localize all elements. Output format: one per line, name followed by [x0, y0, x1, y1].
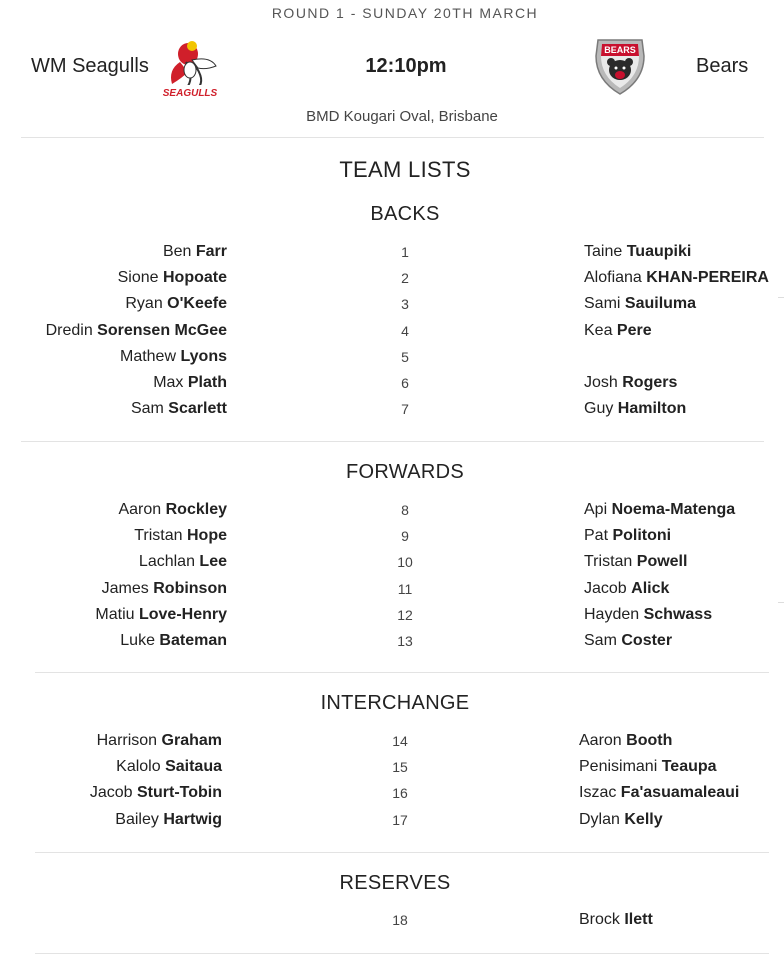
- home-player-name[interactable]: [134, 526, 227, 546]
- seagulls-logo: [158, 32, 222, 100]
- away-player-first-name: Sami: [584, 295, 621, 313]
- away-player-name[interactable]: [579, 910, 653, 930]
- player-row: [0, 399, 784, 425]
- divider: [35, 672, 769, 673]
- home-player-last-name: Sorensen McGee: [97, 321, 227, 339]
- away-player-first-name: Api: [584, 501, 608, 518]
- home-player-name[interactable]: [118, 268, 227, 288]
- away-player-name[interactable]: [584, 526, 671, 546]
- away-player-last-name: Powell: [636, 553, 688, 571]
- away-player-last-name: Schwass: [643, 605, 713, 623]
- home-player-name[interactable]: [115, 810, 222, 830]
- divider: [35, 852, 769, 853]
- jersey-number: 12: [397, 606, 413, 623]
- away-player-last-name: Ilett: [624, 911, 653, 928]
- away-player-name[interactable]: [584, 579, 669, 599]
- player-row: [0, 294, 784, 320]
- home-player-first-name: Luke: [120, 632, 155, 649]
- home-player-last-name: Love-Henry: [138, 605, 227, 623]
- player-row: [0, 731, 784, 757]
- away-player-first-name: Iszac: [579, 784, 617, 802]
- home-player-name[interactable]: [153, 373, 227, 393]
- player-row: [0, 552, 784, 578]
- away-player-last-name: Hamilton: [617, 400, 687, 418]
- away-player-last-name: Pere: [616, 321, 652, 339]
- away-player-first-name: Brock: [579, 911, 620, 928]
- home-player-first-name: Lachlan: [138, 553, 195, 571]
- home-player-last-name: Lee: [199, 553, 227, 571]
- divider: [21, 137, 764, 138]
- backs-title: BACKS: [370, 203, 440, 225]
- away-player-name[interactable]: [584, 631, 672, 651]
- home-player-last-name: Plath: [187, 374, 227, 391]
- player-row: [0, 631, 784, 657]
- away-player-last-name: Booth: [626, 732, 673, 749]
- player-row: [0, 347, 784, 373]
- home-player-last-name: Lyons: [180, 347, 227, 365]
- away-player-last-name: Noema-Matenga: [611, 501, 736, 518]
- home-player-last-name: Bateman: [159, 632, 227, 649]
- home-player-last-name: Hopoate: [163, 269, 227, 287]
- home-player-last-name: Scarlett: [168, 400, 227, 418]
- home-player-name[interactable]: [139, 552, 227, 572]
- scroll-edge-mark: [778, 602, 784, 603]
- home-player-name[interactable]: [120, 631, 227, 651]
- jersey-number: 10: [397, 554, 413, 571]
- away-player-name[interactable]: [584, 605, 712, 625]
- away-player-name[interactable]: [584, 552, 687, 572]
- away-player-last-name: Alick: [631, 579, 670, 597]
- home-player-name[interactable]: [131, 399, 227, 419]
- home-player-first-name: Jacob: [89, 784, 133, 802]
- home-player-first-name: Sione: [117, 269, 159, 287]
- player-row: [0, 526, 784, 552]
- home-player-first-name: James: [101, 579, 149, 597]
- away-player-first-name: Alofiana: [584, 269, 642, 287]
- home-player-last-name: Farr: [195, 243, 227, 260]
- venue: BMD Kougari Oval, Brisbane: [306, 108, 498, 125]
- home-player-name[interactable]: [118, 500, 227, 520]
- away-player-first-name: Pat: [584, 527, 609, 545]
- away-player-name[interactable]: [584, 399, 686, 419]
- away-player-first-name: Josh: [584, 374, 618, 391]
- jersey-number: 11: [397, 580, 413, 597]
- player-row: [0, 242, 784, 268]
- reserves-title: RESERVES: [339, 872, 451, 894]
- away-player-first-name: Hayden: [584, 605, 640, 623]
- player-row: [0, 910, 784, 936]
- interchange-title: INTERCHANGE: [320, 692, 470, 714]
- jersey-number: 15: [392, 759, 408, 776]
- seagulls-logo-text: SEAGULLS: [162, 88, 218, 99]
- jersey-number: 5: [401, 348, 409, 365]
- home-player-name[interactable]: [90, 783, 222, 803]
- away-player-last-name: Teaupa: [661, 758, 717, 776]
- jersey-number: 17: [392, 811, 408, 828]
- away-player-name[interactable]: [584, 242, 691, 262]
- home-player-name[interactable]: [95, 605, 227, 625]
- home-player-last-name: O'Keefe: [167, 295, 227, 313]
- home-player-name[interactable]: [102, 579, 227, 599]
- away-player-name[interactable]: [579, 731, 672, 751]
- away-player-name[interactable]: [579, 757, 717, 777]
- away-player-first-name: Guy: [584, 400, 614, 418]
- home-player-last-name: Hope: [187, 527, 227, 545]
- team-lists-title: TEAM LISTS: [339, 157, 471, 182]
- round-heading: ROUND 1 - SUNDAY 20TH MARCH: [271, 5, 539, 21]
- away-player-first-name: Taine: [584, 243, 623, 260]
- away-player-last-name: Tuaupiki: [626, 243, 692, 260]
- home-player-last-name: Saitaua: [165, 758, 222, 776]
- away-player-first-name: Kea: [584, 321, 613, 339]
- home-player-first-name: Max: [153, 374, 184, 391]
- home-player-name[interactable]: [46, 321, 227, 341]
- away-player-name[interactable]: [584, 321, 652, 341]
- player-row: [0, 605, 784, 631]
- away-player-first-name: Aaron: [579, 732, 622, 749]
- scroll-edge-mark: [778, 297, 784, 298]
- away-player-last-name: Kelly: [624, 810, 663, 828]
- home-player-last-name: Rockley: [165, 501, 227, 518]
- home-player-first-name: Harrison: [96, 732, 158, 749]
- jersey-number: 18: [392, 912, 408, 928]
- home-player-first-name: Mathew: [119, 347, 177, 365]
- jersey-number: 7: [401, 401, 409, 418]
- home-player-first-name: Matiu: [95, 605, 135, 623]
- away-player-name[interactable]: [579, 810, 663, 830]
- away-player-first-name: Sam: [584, 632, 617, 649]
- jersey-number: 6: [401, 375, 409, 391]
- divider: [35, 953, 769, 954]
- away-player-last-name: Rogers: [622, 374, 678, 391]
- forwards-title: FORWARDS: [346, 461, 464, 483]
- away-player-name[interactable]: [584, 268, 769, 288]
- away-player-last-name: Coster: [621, 632, 673, 649]
- player-row: [0, 757, 784, 783]
- home-player-last-name: Sturt-Tobin: [136, 784, 222, 802]
- player-row: [0, 579, 784, 605]
- divider: [21, 441, 764, 442]
- away-player-last-name: Sauiluma: [624, 295, 697, 313]
- jersey-number: 4: [401, 322, 409, 339]
- jersey-number: 13: [397, 633, 413, 649]
- player-row: [0, 321, 784, 347]
- jersey-number: 16: [392, 785, 408, 802]
- home-player-name[interactable]: [163, 242, 227, 262]
- away-player-last-name: Politoni: [612, 527, 672, 545]
- home-player-name[interactable]: [97, 731, 222, 751]
- home-player-first-name: Kalolo: [116, 758, 161, 776]
- kickoff-time: 12:10pm: [365, 55, 447, 77]
- home-player-last-name: Robinson: [153, 579, 227, 597]
- player-row: [0, 500, 784, 526]
- away-player-name[interactable]: [584, 373, 677, 393]
- home-player-first-name: Ryan: [125, 295, 163, 313]
- home-player-first-name: Bailey: [115, 810, 159, 828]
- jersey-number: 1: [401, 244, 409, 260]
- away-player-name[interactable]: [579, 783, 739, 803]
- bears-logo-text: BEARS: [604, 45, 636, 55]
- home-player-name[interactable]: [116, 757, 222, 777]
- home-player-first-name: Aaron: [118, 501, 162, 518]
- player-row: [0, 783, 784, 809]
- home-player-first-name: Dredin: [45, 321, 93, 339]
- jersey-number: 8: [401, 502, 409, 518]
- home-player-first-name: Sam: [130, 400, 164, 418]
- home-player-first-name: Tristan: [134, 527, 183, 545]
- away-player-name[interactable]: [584, 500, 735, 520]
- away-player-first-name: Tristan: [584, 553, 633, 571]
- jersey-number: 14: [392, 733, 408, 749]
- away-team-name[interactable]: Bears: [696, 55, 749, 77]
- home-team-name[interactable]: WM Seagulls: [31, 55, 149, 77]
- away-player-first-name: Penisimani: [579, 758, 658, 776]
- jersey-number: 3: [401, 296, 409, 313]
- home-player-last-name: Graham: [161, 732, 222, 749]
- away-player-first-name: Jacob: [584, 579, 627, 597]
- away-player-first-name: Dylan: [579, 810, 620, 828]
- home-player-last-name: Hartwig: [163, 810, 222, 828]
- player-row: [0, 268, 784, 294]
- jersey-number: 2: [401, 270, 409, 287]
- away-player-last-name: Fa'asuamaleaui: [620, 784, 740, 802]
- away-player-last-name: KHAN-PEREIRA: [646, 269, 769, 287]
- player-row: [0, 810, 784, 836]
- bears-logo: [592, 36, 648, 96]
- away-player-name[interactable]: [584, 294, 696, 314]
- jersey-number: 9: [401, 528, 409, 545]
- home-player-name[interactable]: [125, 294, 227, 314]
- home-player-name[interactable]: [120, 347, 227, 367]
- player-row: [0, 373, 784, 399]
- home-player-first-name: Ben: [162, 243, 192, 260]
